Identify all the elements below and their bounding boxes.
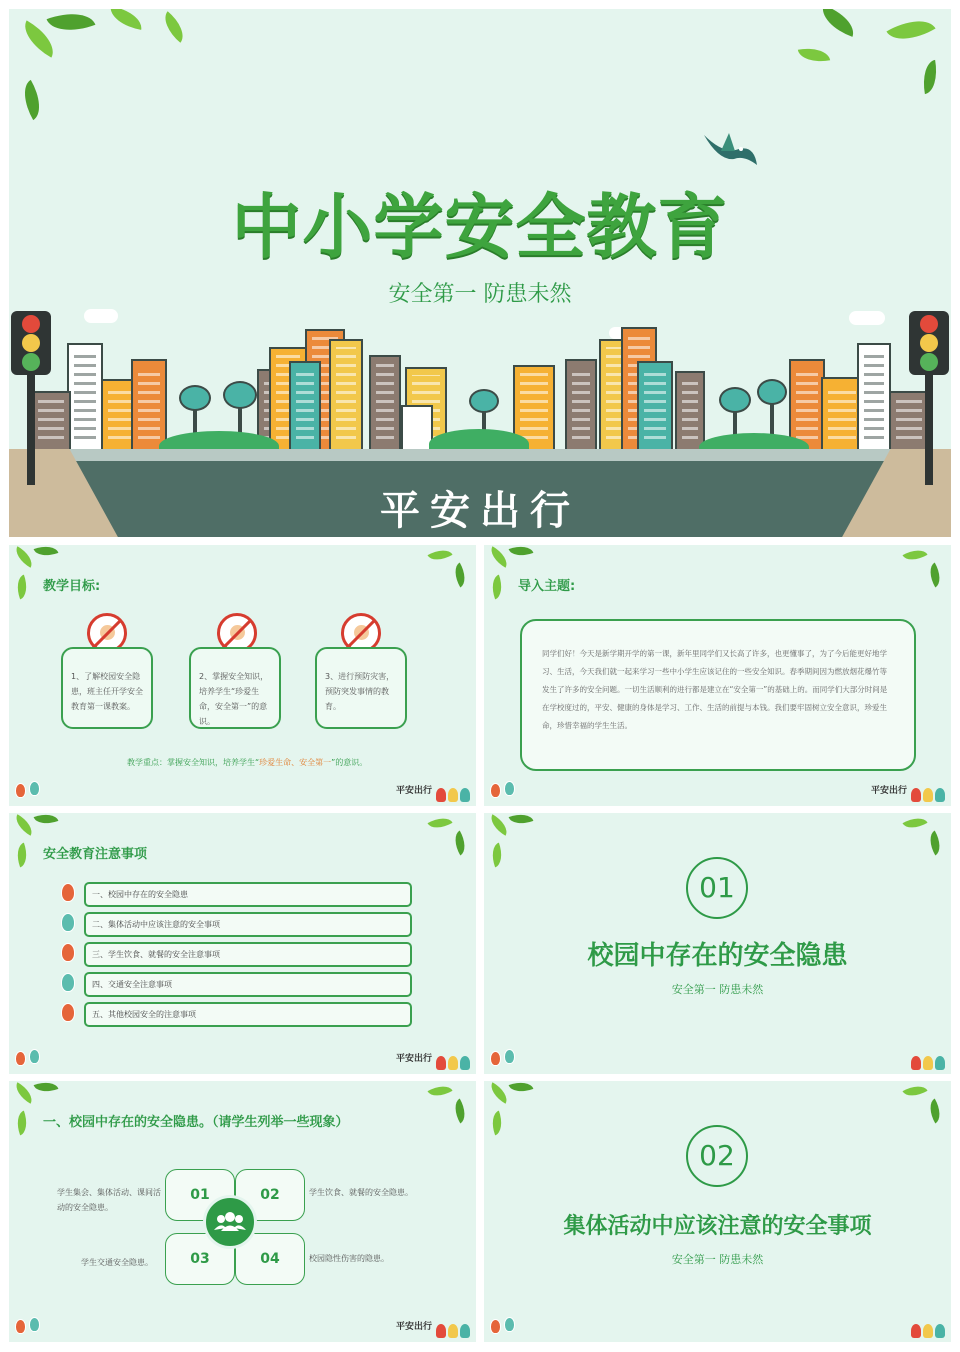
cloud-decoration bbox=[84, 309, 118, 323]
kid-icon bbox=[460, 1056, 470, 1070]
slide-heading: 一、校园中存在的安全隐患。（请学生列举一些现象） bbox=[43, 1115, 349, 1130]
leaf-decoration bbox=[449, 562, 470, 587]
quad-cell: 03 bbox=[165, 1233, 235, 1285]
leaf-decoration bbox=[488, 1111, 507, 1136]
leaf-decoration bbox=[427, 1081, 452, 1102]
leaf-decoration bbox=[34, 545, 59, 560]
kid-icon bbox=[935, 1324, 945, 1338]
slide-teaching-goals[interactable] bbox=[9, 545, 476, 806]
leaf-decoration bbox=[798, 45, 830, 66]
leaf-decoration bbox=[902, 813, 927, 834]
kid-icon bbox=[923, 1056, 933, 1070]
objective-card: 1、了解校园安全隐患，班主任开学安全教育第一课教案。 bbox=[61, 647, 153, 729]
kid-icon bbox=[460, 1324, 470, 1338]
leaf-decoration bbox=[13, 1111, 32, 1136]
hazard-note: 校园隐性伤害的隐患。 bbox=[309, 1254, 389, 1263]
title-slide[interactable] bbox=[9, 9, 951, 537]
leaf-decoration bbox=[488, 575, 507, 600]
hazard-note: 学生交通安全隐患。 bbox=[81, 1258, 153, 1267]
kid-icon bbox=[436, 788, 446, 802]
balloon-icon bbox=[15, 1051, 26, 1066]
hero-title: 中小学安全教育 bbox=[231, 186, 729, 268]
kid-icon bbox=[911, 1324, 921, 1338]
balloon-icon bbox=[490, 783, 501, 798]
kid-icon bbox=[436, 1324, 446, 1338]
leaf-decoration bbox=[427, 545, 452, 566]
section-subtitle: 安全第一 防患未然 bbox=[671, 1253, 764, 1266]
leaf-decoration bbox=[488, 843, 507, 868]
slide-heading: 导入主题: bbox=[518, 579, 576, 594]
banner-text: 平安出行 bbox=[380, 488, 580, 534]
balloon-icon bbox=[29, 781, 40, 796]
section-subtitle: 安全第一 防患未然 bbox=[671, 983, 764, 996]
balloon-icon bbox=[61, 883, 75, 902]
footer-logo-text: 平安出行 bbox=[870, 786, 907, 796]
balloon-icon bbox=[504, 781, 515, 796]
objective-card: 3、进行预防灾害，预防突发事情的教育。 bbox=[315, 647, 407, 729]
kid-icon bbox=[923, 1324, 933, 1338]
balloon-icon bbox=[29, 1317, 40, 1332]
slide-section-01[interactable] bbox=[484, 813, 951, 1074]
leaf-decoration bbox=[34, 1081, 59, 1096]
leaf-decoration bbox=[13, 843, 32, 868]
list-item[interactable]: 五、其他校园安全的注意事项 bbox=[84, 1002, 412, 1027]
bird-icon bbox=[699, 125, 759, 175]
kid-icon bbox=[911, 1056, 921, 1070]
balloon-icon bbox=[490, 1319, 501, 1334]
cloud-decoration bbox=[849, 311, 885, 325]
leaf-decoration bbox=[886, 9, 935, 50]
kid-icon bbox=[935, 788, 945, 802]
hero-subtitle: 安全第一 防患未然 bbox=[388, 282, 572, 307]
balloon-icon bbox=[61, 973, 75, 992]
slide-section-02[interactable] bbox=[484, 1081, 951, 1342]
intro-text: 同学们好！今天是新学期开学的第一课，新年里同学们又长高了许多，也更懂事了，为了今后能更好地学习、生活，今天我们就一起来学习一些中小学生应该记住的一些安全知识。春季期间因为燃放烟花爆竹等发生了许多的安全问题。一切生活顺利的进行都是建立在“安全第一”的基础上的。而同学们大部分时间是在学校度过的，平安、健康的身体是学习、工作、生活的前提与本钱。我们要牢固树立安全意识，珍爱生命，珍惜幸福的学生生活。 bbox=[520, 619, 916, 771]
key-point: 教学重点：掌握安全知识，培养学生“珍爱生命、安全第一”的意识。 bbox=[127, 758, 368, 767]
balloon-icon bbox=[504, 1317, 515, 1332]
section-title: 校园中存在的安全隐患 bbox=[587, 941, 848, 971]
balloon-icon bbox=[61, 943, 75, 962]
leaf-decoration bbox=[108, 9, 145, 30]
slide-heading: 安全教育注意事项 bbox=[43, 847, 148, 862]
leaf-decoration bbox=[509, 1081, 534, 1096]
objective-card: 2、掌握安全知识，培养学生“珍爱生命，安全第一”的意识。 bbox=[189, 647, 281, 729]
kid-icon bbox=[911, 788, 921, 802]
list-item[interactable]: 四、交通安全注意事项 bbox=[84, 972, 412, 997]
leaf-decoration bbox=[919, 60, 940, 94]
leaf-decoration bbox=[449, 1098, 470, 1123]
list-item[interactable]: 一、校园中存在的安全隐患 bbox=[84, 882, 412, 907]
leaf-decoration bbox=[902, 1081, 927, 1102]
balloon-icon bbox=[15, 1319, 26, 1334]
slide-safety-list[interactable] bbox=[9, 813, 476, 1074]
leaf-decoration bbox=[509, 545, 534, 560]
leaf-decoration bbox=[902, 545, 927, 566]
footer-logo-text: 平安出行 bbox=[395, 1054, 432, 1064]
leaf-decoration bbox=[47, 9, 96, 40]
balloon-icon bbox=[61, 1003, 75, 1022]
hazard-note: 学生饮食、就餐的安全隐患。 bbox=[309, 1188, 413, 1197]
quad-cell: 02 bbox=[235, 1169, 305, 1221]
kid-icon bbox=[436, 1056, 446, 1070]
section-number: 02 bbox=[686, 1125, 748, 1187]
leaf-decoration bbox=[13, 575, 32, 600]
balloon-icon bbox=[29, 1049, 40, 1064]
leaf-decoration bbox=[34, 813, 59, 828]
kid-icon bbox=[448, 788, 458, 802]
balloon-icon bbox=[490, 1051, 501, 1066]
hazard-note: 学生集会、集体活动、课间活动的安全隐患。 bbox=[57, 1188, 161, 1212]
list-item[interactable]: 二、集体活动中应该注意的安全事项 bbox=[84, 912, 412, 937]
section-title: 集体活动中应该注意的安全事项 bbox=[563, 1214, 872, 1239]
slide-heading: 教学目标: bbox=[43, 579, 101, 594]
leaf-decoration bbox=[509, 813, 534, 828]
leaf-decoration bbox=[924, 1098, 945, 1123]
quad-cell: 04 bbox=[235, 1233, 305, 1285]
leaf-decoration bbox=[449, 830, 470, 855]
kid-icon bbox=[460, 788, 470, 802]
footer-logo-text: 平安出行 bbox=[395, 1322, 432, 1332]
kid-icon bbox=[935, 1056, 945, 1070]
slide-campus-hazards[interactable] bbox=[9, 1081, 476, 1342]
leaf-decoration bbox=[15, 80, 49, 120]
leaf-decoration bbox=[157, 11, 190, 43]
kid-icon bbox=[923, 788, 933, 802]
balloon-icon bbox=[61, 913, 75, 932]
group-icon bbox=[203, 1195, 257, 1249]
footer-logo-text: 平安出行 bbox=[395, 786, 432, 796]
leaf-decoration bbox=[924, 562, 945, 587]
quad-cell: 01 bbox=[165, 1169, 235, 1221]
slide-intro-topic[interactable] bbox=[484, 545, 951, 806]
kid-icon bbox=[448, 1056, 458, 1070]
leaf-decoration bbox=[817, 9, 860, 37]
balloon-icon bbox=[504, 1049, 515, 1064]
list-item[interactable]: 三、学生饮食、就餐的安全注意事项 bbox=[84, 942, 412, 967]
leaf-decoration bbox=[924, 830, 945, 855]
leaf-decoration bbox=[427, 813, 452, 834]
section-number: 01 bbox=[686, 857, 748, 919]
balloon-icon bbox=[15, 783, 26, 798]
kid-icon bbox=[448, 1324, 458, 1338]
